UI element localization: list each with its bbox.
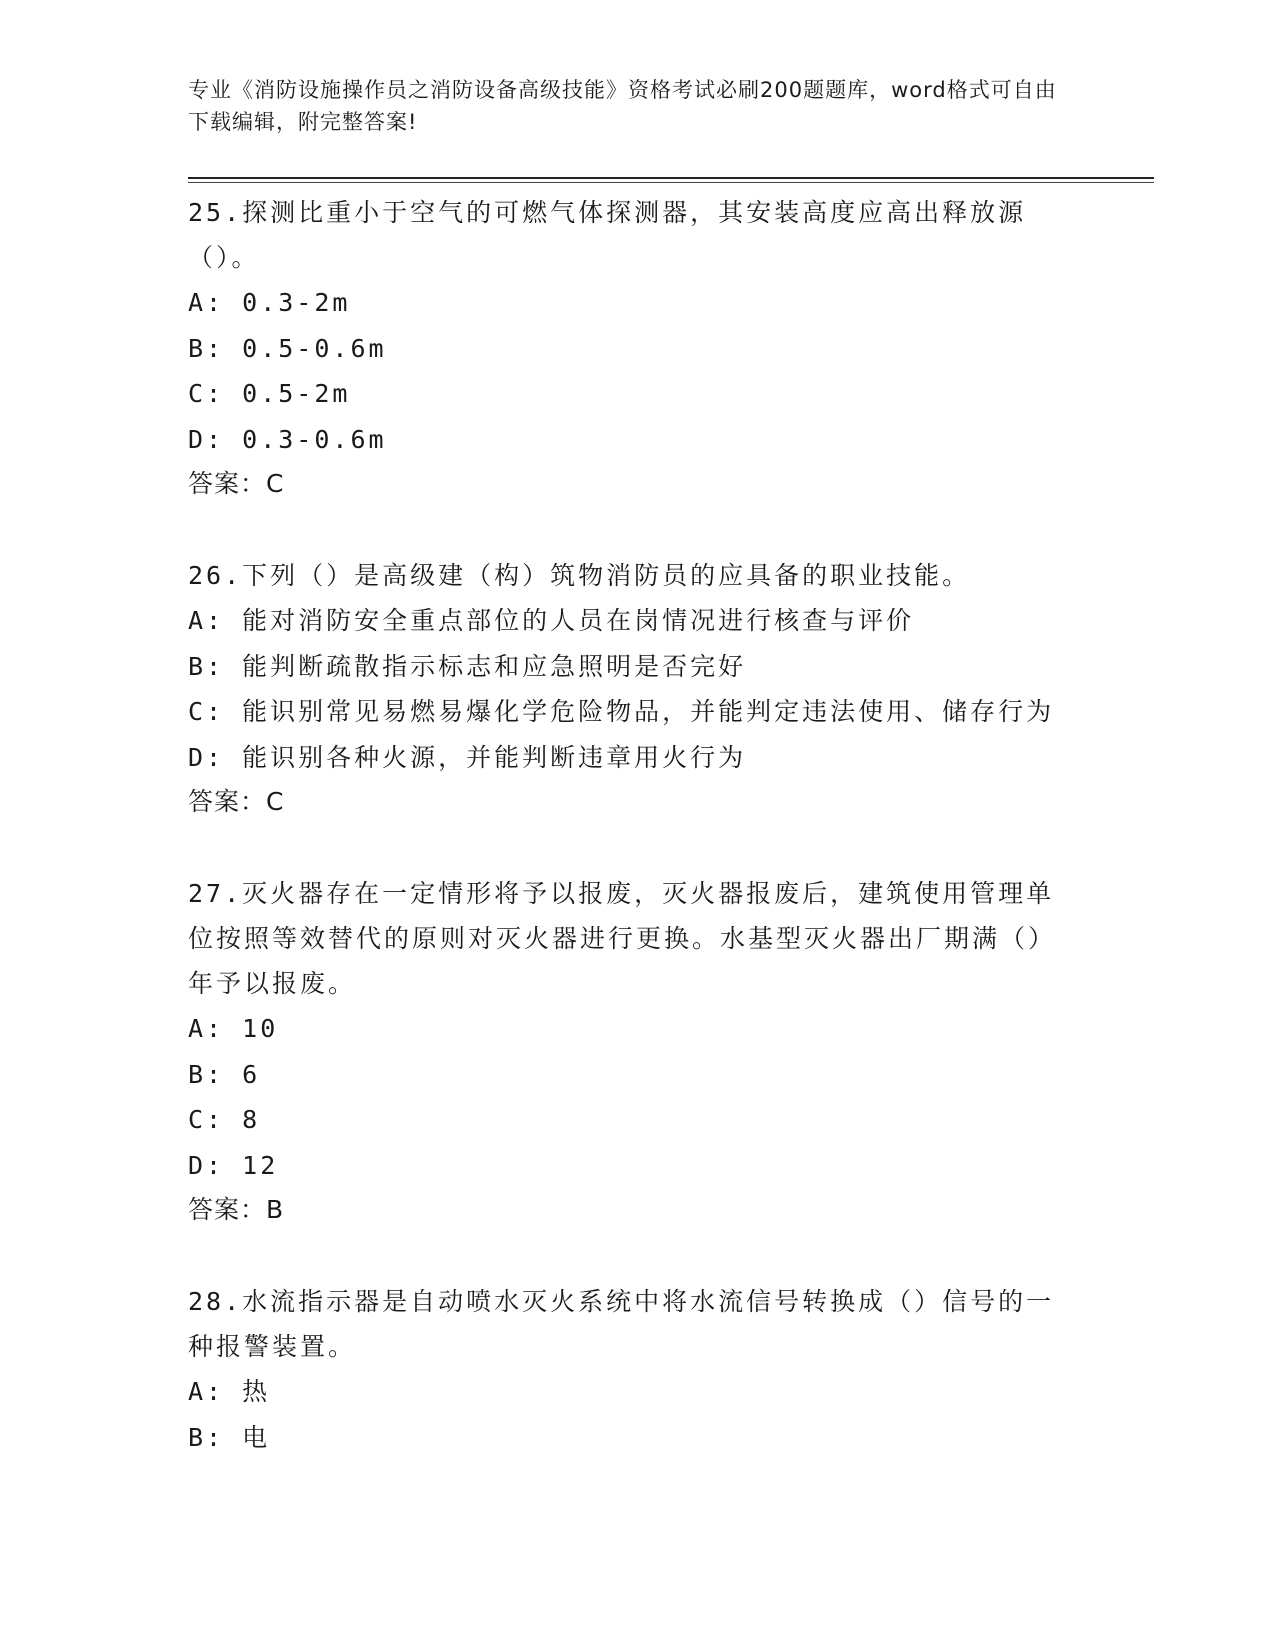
question-gap [188, 506, 1068, 553]
option-a: A: 0.3-2m [188, 288, 351, 317]
answer-line: 答案：C [188, 469, 285, 498]
header-divider-thick [188, 177, 1154, 179]
option-c: C: 8 [188, 1105, 261, 1134]
question-28 [188, 1279, 1068, 1460]
option-a: A: 10 [188, 1014, 279, 1043]
question-stem: 26.下列（）是高级建（构）筑物消防员的应具备的职业技能。 [188, 561, 971, 590]
answer-line: 答案：B [188, 1195, 285, 1224]
question-gap [188, 824, 1068, 871]
question-stem: 28.水流指示器是自动喷水灭火系统中将水流信号转换成（）信号的一种报警装置。 [188, 1287, 1055, 1361]
question-27 [188, 871, 1068, 1232]
document-header: 专业《消防设施操作员之消防设备高级技能》资格考试必刷200题题库，word格式可自由下载编辑，附完整答案! [188, 78, 1057, 134]
question-stem: 27.灭火器存在一定情形将予以报废，灭火器报废后，建筑使用管理单位按照等效替代的原则对灭火器进行更换。水基型灭火器出厂期满（）年予以报废。 [188, 879, 1057, 998]
question-list [188, 190, 1068, 1460]
option-c: C: 0.5-2m [188, 379, 351, 408]
question-26 [188, 553, 1068, 824]
option-c: C: 能识别常见易燃易爆化学危险物品，并能判定违法使用、储存行为 [188, 697, 1055, 726]
option-a: A: 热 [188, 1377, 271, 1406]
option-d: D: 12 [188, 1150, 279, 1180]
question-gap [188, 1232, 1068, 1279]
option-b: B: 0.5-0.6m [188, 333, 387, 363]
option-d: D: 0.3-0.6m [188, 424, 387, 454]
header-divider-thin [188, 182, 1154, 183]
answer-line: 答案：C [188, 787, 285, 816]
option-b: B: 6 [188, 1059, 261, 1089]
question-stem: 25.探测比重小于空气的可燃气体探测器，其安装高度应高出释放源（）。 [188, 198, 1027, 272]
option-b: B: 电 [188, 1422, 271, 1452]
question-25 [188, 190, 1068, 506]
option-d: D: 能识别各种火源，并能判断违章用火行为 [188, 742, 747, 772]
option-b: B: 能判断疏散指示标志和应急照明是否完好 [188, 651, 747, 681]
option-a: A: 能对消防安全重点部位的人员在岗情况进行核查与评价 [188, 606, 915, 635]
